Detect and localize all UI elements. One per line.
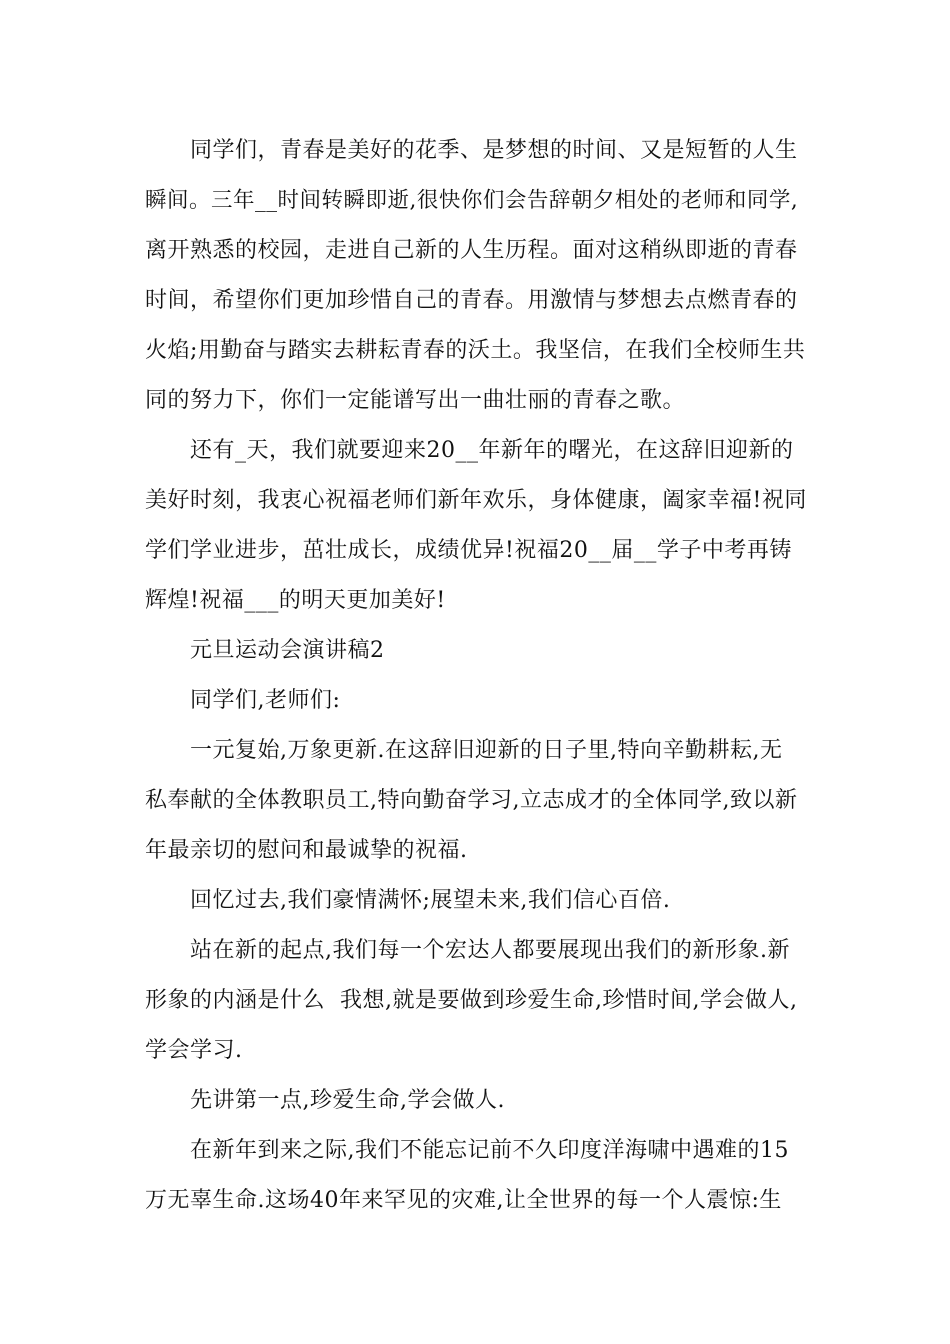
text-line: 学们学业进步，茁壮成长，成绩优异!祝福20__届__学子中考再铸 <box>145 538 792 563</box>
section-heading: 元旦运动会演讲稿2 <box>190 638 385 663</box>
salutation-line: 同学们,老师们: <box>190 688 341 713</box>
text-line: 一元复始,万象更新.在这辞旧迎新的日子里,特向辛勤耕耘,无 <box>190 738 783 763</box>
text-line: 辉煌!祝福___的明天更加美好! <box>145 588 446 613</box>
text-line: 站在新的起点,我们每一个宏达人都要展现出我们的新形象.新 <box>190 938 790 963</box>
text-line: 时间，希望你们更加珍惜自己的青春。用激情与梦想去点燃青春的 <box>145 288 798 313</box>
text-line: 美好时刻，我衷心祝福老师们新年欢乐，身体健康，阖家幸福!祝同 <box>145 488 807 513</box>
text-line: 还有_天，我们就要迎来20__年新年的曙光，在这辞旧迎新的 <box>190 438 794 463</box>
text-line: 万无辜生命.这场40年来罕见的灾难,让全世界的每一个人震惊:生 <box>145 1188 782 1213</box>
text-line: 形象的内涵是什么 我想,就是要做到珍爱生命,珍惜时间,学会做人, <box>145 988 798 1013</box>
text-line: 回忆过去,我们豪情满怀;展望未来,我们信心百倍. <box>190 888 671 913</box>
text-line: 离开熟悉的校园，走进自己新的人生历程。面对这稍纵即逝的青春 <box>145 238 798 263</box>
text-line: 年最亲切的慰问和最诚挚的祝福. <box>145 838 468 863</box>
text-line: 同的努力下，你们一定能谱写出一曲壮丽的青春之歌。 <box>145 388 686 413</box>
text-line: 同学们，青春是美好的花季、是梦想的时间、又是短暂的人生 <box>190 138 798 163</box>
text-line: 学会学习. <box>145 1038 243 1063</box>
text-line: 在新年到来之际,我们不能忘记前不久印度洋海啸中遇难的15 <box>190 1138 789 1163</box>
text-line: 火焰;用勤奋与踏实去耕耘青春的沃土。我坚信，在我们全校师生共 <box>145 338 806 363</box>
text-line: 瞬间。三年__时间转瞬即逝,很快你们会告辞朝夕相处的老师和同学, <box>145 188 799 213</box>
text-line: 私奉献的全体教职员工,特向勤奋学习,立志成才的全体同学,致以新 <box>145 788 798 813</box>
text-line: 先讲第一点,珍爱生命,学会做人. <box>190 1088 505 1113</box>
